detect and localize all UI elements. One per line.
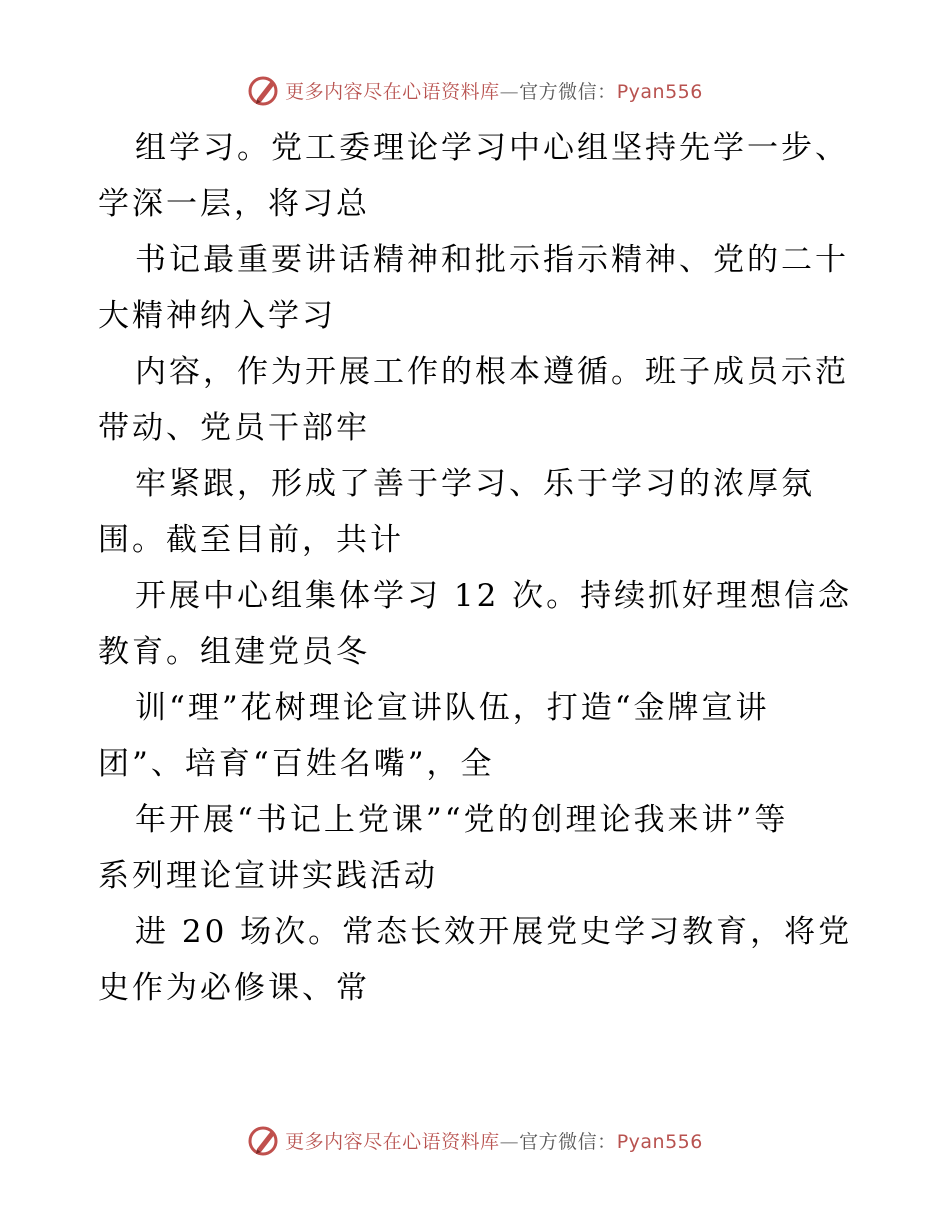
body-line: 团”、培育“百姓名嘴”，全 (98, 746, 495, 782)
body-line: 年开展“书记上党课”“党的创理论我来讲”等 (135, 802, 789, 838)
header-banner (0, 70, 950, 110)
body-line: 带动、党员干部牢 (98, 410, 370, 446)
body-line: 史作为必修课、常 (98, 970, 370, 1006)
body-line: 内容，作为开展工作的根本遵循。班子成员示范 (135, 354, 849, 390)
footer-banner (0, 1120, 950, 1160)
body-line: 进 20 场次。常态长效开展党史学习教育，将党 (135, 914, 853, 950)
footer-dash: — (499, 1130, 520, 1153)
body-line: 大精神纳入学习 (98, 298, 336, 334)
pen-logo-icon (247, 1123, 281, 1157)
body-line: 系列理论宣讲实践活动 (98, 858, 438, 894)
body-line: 书记最重要讲话精神和批示指示精神、党的二十 (135, 242, 849, 278)
header-dash: — (499, 80, 520, 103)
body-line: 牢紧跟，形成了善于学习、乐于学习的浓厚氛 (135, 466, 815, 502)
footer-official-label: 官方微信： (519, 1130, 617, 1153)
body-line: 组学习。党工委理论学习中心组坚持先学一步、 (135, 130, 849, 166)
footer-promo-text: 更多内容尽在心语资料库 (285, 1130, 500, 1153)
pen-logo-icon (247, 73, 281, 107)
body-line: 围。截至目前，共计 (98, 522, 404, 558)
document-body (98, 120, 878, 1016)
body-line: 开展中心组集体学习 12 次。持续抓好理想信念 (135, 578, 853, 614)
body-line: 训“理”花树理论宣讲队伍，打造“金牌宣讲 (135, 690, 770, 726)
footer-account-id: Pyan556 (616, 1130, 703, 1153)
body-line: 教育。组建党员冬 (98, 634, 370, 670)
header-official-label: 官方微信： (519, 80, 617, 103)
body-line: 学深一层，将习总 (98, 186, 370, 222)
header-account-id: Pyan556 (616, 80, 703, 103)
header-promo-text: 更多内容尽在心语资料库 (285, 80, 500, 103)
